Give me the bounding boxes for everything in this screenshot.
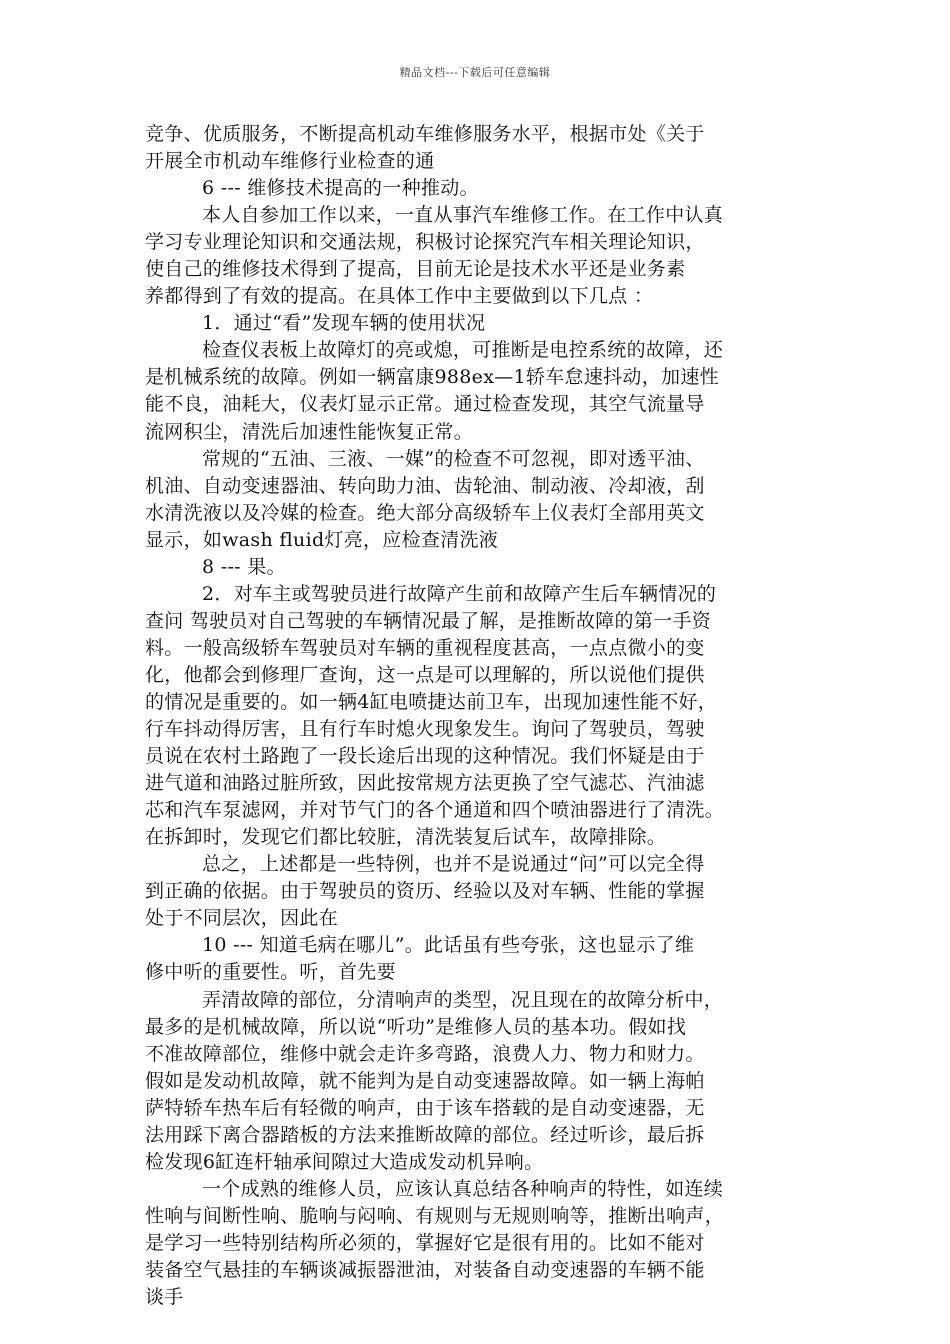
text-line: 8 --- 果。 (202, 555, 286, 578)
text-line: 机油、自动变速器油、转向助力油、齿轮油、制动液、冷却液，刮 (145, 474, 705, 497)
page-header: 精品文档---下载后可任意编辑 (399, 66, 551, 79)
text-line: 一个成熟的维修人员，应该认真总结各种响声的特性，如连续 (202, 1177, 724, 1200)
text-line: 进气道和油路过脏所致，因此按常规方法更换了空气滤芯、汽油滤 (145, 772, 705, 795)
text-line: 员说在农村土路跑了一段长途后出现的这种情况。我们怀疑是由于 (145, 745, 705, 768)
text-line: 1．通过“看”发现车辆的使用状况 (202, 312, 486, 335)
text-line: 总之，上述都是一些特例，也并不是说通过“问”可以完全得 (202, 853, 705, 876)
text-line: 芯和汽车泵滤网，并对节气门的各个通道和四个喷油器进行了清洗。 (145, 799, 725, 822)
text-line: 开展全市机动车维修行业检查的通 (145, 150, 435, 173)
text-line: 最多的是机械故障，所以说“听功”是维修人员的基本功。假如找 (145, 1015, 687, 1038)
document-body (145, 121, 825, 1311)
text-line: 是学习一些特别结构所必须的，掌握好它是很有用的。比如不能对 (145, 1231, 705, 1254)
text-line: 化，他都会到修理厂查询，这一点是可以理解的，所以说他们提供 (145, 663, 705, 686)
text-line: 检发现6缸连杆轴承间隙过大造成发动机异响。 (145, 1150, 544, 1173)
text-line: 处于不同层次，因此在 (145, 907, 339, 930)
text-line: 弄清故障的部位，分清响声的类型，况且现在的故障分析中， (202, 988, 724, 1011)
text-line: 查问 驾驶员对自己驾驶的车辆情况最了解，是推断故障的第一手资 (145, 609, 712, 632)
text-line: 修中听的重要性。听，首先要 (145, 961, 396, 984)
text-line: 学习专业理论知识和交通法规，积极讨论探究汽车相关理论知识， (145, 231, 705, 254)
text-line: 装备空气悬挂的车辆谈减振器泄油，对装备自动变速器的车辆不能 (145, 1258, 705, 1281)
text-line: 行车抖动得厉害，且有行车时熄火现象发生。询问了驾驶员，驾驶 (145, 718, 705, 741)
text-line: 使自己的维修技术得到了提高，目前无论是技术水平还是业务素 (145, 258, 686, 281)
text-line: 的情况是重要的。如一辆4缸电喷捷达前卫车，出现加速性能不好， (145, 690, 718, 713)
text-line: 萨特轿车热车后有轻微的响声，由于该车搭载的是自动变速器，无 (145, 1096, 705, 1119)
text-line: 是机械系统的故障。例如一辆富康988ex—1轿车怠速抖动，加速性 (145, 366, 719, 389)
text-line: 性响与间断性响、脆响与闷响、有规则与无规则响等，推断出响声， (145, 1204, 725, 1227)
text-line: 料。一般高级轿车驾驶员对车辆的重视程度甚高，一点点微小的变 (145, 636, 705, 659)
text-line: 到正确的依据。由于驾驶员的资历、经验以及对车辆、性能的掌握 (145, 880, 705, 903)
text-line: 法用踩下离合器踏板的方法来推断故障的部位。经过听诊，最后拆 (145, 1123, 705, 1146)
text-line: 常规的“五油、三液、一媒”的检查不可忽视，即对透平油、 (202, 447, 705, 470)
text-line: 假如是发动机故障，就不能判为是自动变速器故障。如一辆上海帕 (145, 1069, 705, 1092)
text-line: 谈手 (145, 1286, 184, 1309)
text-line: 本人自参加工作以来，一直从事汽车维修工作。在工作中认真 (202, 204, 724, 227)
text-line: 2．对车主或驾驶员进行故障产生前和故障产生后车辆情况的 (202, 582, 717, 605)
text-line: 水清洗液以及冷媒的检查。绝大部分高级轿车上仪表灯全部用英文 (145, 501, 705, 524)
text-line: 6 --- 维修技术提高的一种推动。 (202, 177, 479, 200)
text-line: 能不良，油耗大，仪表灯显示正常。通过检查发现，其空气流量导 (145, 393, 705, 416)
text-line: 在拆卸时，发现它们都比较脏，清洗装复后试车，故障排除。 (145, 826, 667, 849)
text-line: 检查仪表板上故障灯的亮或熄，可推断是电控系统的故障，还 (202, 339, 724, 362)
text-line: 不准故障部位，维修中就会走许多弯路，浪费人力、物力和财力。 (145, 1042, 705, 1065)
text-line: 流网积尘，清洗后加速性能恢复正常。 (145, 420, 474, 443)
text-line: 10 --- 知道毛病在哪儿”。此话虽有些夸张，这也显示了维 (202, 934, 695, 957)
text-line: 竞争、优质服务，不断提高机动车维修服务水平，根据市处《关于 (145, 123, 705, 145)
text-line: 养都得到了有效的提高。在具体工作中主要做到以下几点 ： (145, 285, 654, 308)
text-line: 显示，如wash fluid灯亮，应检查清洗液 (145, 528, 499, 551)
